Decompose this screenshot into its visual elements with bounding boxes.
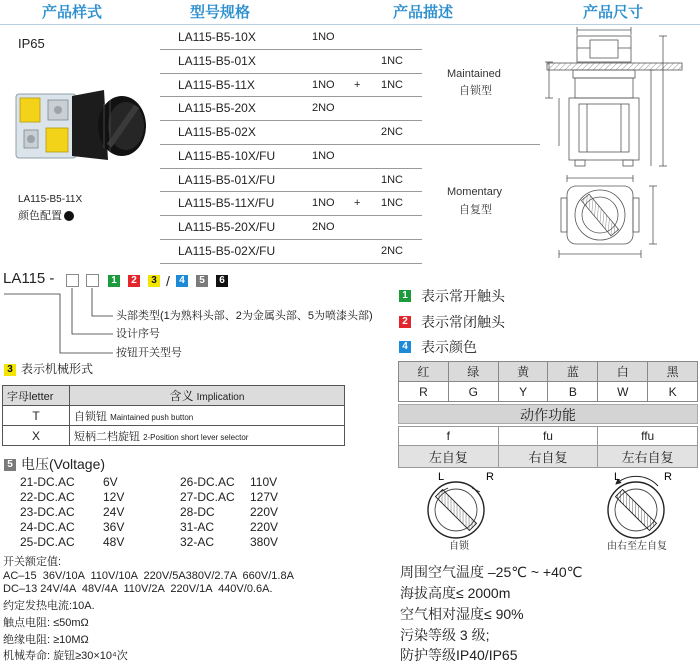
color-code: K — [648, 382, 698, 402]
desc-maintained-en: Maintained — [447, 68, 501, 80]
header-implication — [70, 386, 345, 406]
model-code: LA115-B5-01X/FU — [178, 173, 276, 187]
header-implication-cn: 含义 — [169, 389, 194, 403]
row-divider — [160, 191, 422, 192]
row-divider — [160, 263, 422, 264]
row-divider — [160, 73, 422, 74]
model-code: LA115-B5-20X/FU — [178, 220, 276, 234]
env-altitude: 海拔高度≤ 2000m — [400, 585, 511, 601]
model-code: LA115-B5-02X/FU — [178, 244, 276, 258]
row-divider — [160, 120, 422, 121]
model-code: LA115-B5-01X — [178, 54, 256, 68]
letter-cell: T — [3, 406, 70, 426]
voltage-code: 32-AC — [180, 535, 215, 549]
voltage-value: 380V — [250, 535, 279, 549]
ratings-thermal-current: 约定发热电流:10A. — [3, 600, 95, 612]
dial-momentary — [608, 471, 672, 538]
model-code: LA115-B5-11X — [178, 78, 255, 92]
implication-cell — [70, 406, 345, 426]
ip-rating: IP65 — [18, 36, 45, 51]
code-slot-6: 6 — [216, 275, 228, 287]
mechanism-number: 3 — [4, 364, 16, 376]
voltage-value: 127V — [250, 490, 279, 504]
voltage-value: 220V — [250, 520, 279, 534]
voltage-code: 22-DC.AC — [20, 490, 75, 504]
env-protection: 防护等级IP40/IP65 — [400, 647, 518, 663]
color-name: 黑 — [648, 362, 698, 382]
contact-no: 1NO — [312, 79, 335, 91]
code-slot-1: 1 — [108, 275, 120, 287]
contact-nc: 1NC — [381, 174, 404, 186]
color-name: 白 — [598, 362, 648, 382]
voltage-code: 27-DC.AC — [180, 490, 235, 504]
mechanism-table — [2, 385, 345, 446]
legend-number: 1 — [399, 290, 411, 302]
row-divider — [160, 49, 422, 50]
code-tree-lines — [0, 286, 116, 358]
model-code: LA115-B5-11X/FU — [178, 196, 275, 210]
implication-en: Maintained push button — [110, 412, 194, 422]
ratings-contact-resistance: 触点电阻: ≤50mΩ — [3, 617, 89, 629]
ratings-ac: AC–15 36V/10A 110V/10A 220V/5A380V/2.7A 660V/1.8A — [3, 570, 294, 582]
contact-plus: + — [354, 79, 361, 91]
dial-maintained — [428, 471, 494, 538]
dial-label-r: R — [664, 471, 672, 483]
voltage-title: 电压(Voltage) — [21, 456, 106, 472]
letter-cell: X — [3, 426, 70, 446]
contact-no: 2NO — [312, 221, 335, 233]
color-code: W — [598, 382, 648, 402]
group-divider — [160, 144, 540, 145]
voltage-value: 36V — [103, 520, 125, 534]
model-code: LA115-B5-20X — [178, 101, 256, 115]
action-code: f — [399, 427, 499, 446]
desc-momentary-en: Momentary — [447, 186, 503, 198]
dial-caption-maintained: 自锁 — [449, 541, 469, 552]
action-title: 动作功能 — [398, 404, 698, 424]
env-temperature: 周围空气温度 –25℃ ~ +40℃ — [400, 564, 583, 580]
ratings-insulation: 绝缘电阻: ≥10MΩ — [3, 634, 89, 646]
product-photo — [12, 86, 152, 168]
contact-nc: 1NC — [381, 197, 404, 209]
contact-plus: + — [354, 197, 361, 209]
dimension-drawing — [535, 26, 700, 261]
implication-cn: 自锁钮 — [74, 410, 107, 423]
header-product-size: 产品尺寸 — [583, 4, 644, 21]
dial-label-l: L — [614, 471, 621, 483]
env-pollution: 污染等级 3 级; — [400, 627, 490, 643]
voltage-code: 23-DC.AC — [20, 505, 75, 519]
ratings-dc: DC–13 24V/4A 48V/4A 110V/2A 220V/1A 440V/0.6A. — [3, 583, 273, 595]
env-humidity: 空气相对湿度≤ 90% — [400, 606, 524, 622]
color-name: 蓝 — [548, 362, 598, 382]
voltage-value: 6V — [103, 475, 118, 489]
legend-switch-model: 按钮开关型号 — [116, 347, 182, 359]
legend-label-nc: 表示常闭触头 — [421, 314, 505, 330]
color-config-label: 颜色配置 — [18, 210, 62, 222]
header-product-desc: 产品描述 — [393, 4, 454, 21]
color-name: 黄 — [498, 362, 548, 382]
ratings-title: 开关额定值: — [3, 556, 62, 568]
voltage-code: 31-AC — [180, 520, 215, 534]
code-slot-5: 5 — [196, 275, 208, 287]
header-product-style: 产品样式 — [42, 4, 103, 21]
color-code: G — [448, 382, 498, 402]
legend-design-serial: 设计序号 — [116, 328, 160, 340]
desc-momentary-cn: 自复型 — [459, 204, 492, 216]
contact-no: 1NO — [312, 197, 335, 209]
model-code: LA115-B5-10X — [178, 30, 256, 44]
color-name: 红 — [399, 362, 449, 382]
action-desc: 右自复 — [498, 446, 598, 468]
voltage-value: 24V — [103, 505, 125, 519]
action-table — [398, 426, 698, 468]
code-slot-4: 4 — [176, 275, 188, 287]
product-caption: LA115-B5-11X — [18, 194, 83, 205]
action-desc: 左右自复 — [598, 446, 698, 468]
mechanism-label: 表示机械形式 — [21, 362, 94, 376]
voltage-code: 25-DC.AC — [20, 535, 75, 549]
voltage-code: 21-DC.AC — [20, 475, 75, 489]
dial-caption-momentary: 由右至左自复 — [607, 541, 667, 552]
implication-en: 2-Position short lever selector — [143, 432, 249, 442]
dial-label-l: L — [438, 471, 445, 483]
implication-cell — [70, 426, 345, 446]
code-slot-3: 3 — [148, 275, 160, 287]
row-divider — [160, 168, 422, 169]
dial-label-r: R — [486, 471, 494, 483]
action-desc: 左自复 — [399, 446, 499, 468]
model-code: LA115-B5-02X — [178, 125, 256, 139]
code-prefix: LA115 - — [3, 270, 55, 287]
contact-nc: 1NC — [381, 55, 404, 67]
legend-number: 4 — [399, 341, 411, 353]
header-divider — [0, 24, 700, 25]
voltage-value: 110V — [250, 475, 278, 489]
header-implication-en: Implication — [196, 392, 245, 403]
color-code: R — [399, 382, 449, 402]
desc-maintained-cn: 自锁型 — [459, 85, 492, 97]
implication-cn: 短柄二档旋钮 — [74, 430, 140, 443]
header-model-spec: 型号规格 — [190, 4, 251, 21]
voltage-value: 220V — [250, 505, 279, 519]
row-divider — [160, 239, 422, 240]
color-code-table — [398, 361, 698, 402]
code-slash: / — [166, 273, 170, 289]
contact-no: 2NO — [312, 102, 335, 114]
header-letter: 字母letter — [3, 386, 70, 406]
model-code: LA115-B5-10X/FU — [178, 149, 276, 163]
selector-dials — [410, 468, 700, 542]
action-code: fu — [498, 427, 598, 446]
contact-no: 1NO — [312, 31, 335, 43]
voltage-value: 12V — [103, 490, 125, 504]
voltage-code: 26-DC.AC — [180, 475, 235, 489]
legend-label-color: 表示颜色 — [421, 339, 477, 355]
legend-label-no: 表示常开触头 — [421, 288, 505, 304]
legend-number: 2 — [399, 316, 411, 328]
contact-nc: 1NC — [381, 79, 404, 91]
ratings-mechanical-life: 机械寿命: 旋钮≥30×10⁴次 — [3, 650, 128, 662]
color-code: Y — [498, 382, 548, 402]
contact-nc: 2NC — [381, 245, 404, 257]
contact-nc: 2NC — [381, 126, 404, 138]
row-divider — [160, 96, 422, 97]
row-divider — [160, 215, 422, 216]
voltage-value: 48V — [103, 535, 125, 549]
contact-no: 1NO — [312, 150, 335, 162]
color-code: B — [548, 382, 598, 402]
voltage-number: 5 — [4, 459, 16, 471]
color-dot — [64, 211, 74, 221]
legend-head-type: 头部类型(1为熟料头部、2为金属头部、5为喷漆头部) — [116, 310, 373, 322]
code-slot-2: 2 — [128, 275, 140, 287]
voltage-code: 24-DC.AC — [20, 520, 75, 534]
action-code: ffu — [598, 427, 698, 446]
voltage-code: 28-DC — [180, 505, 215, 519]
color-name: 绿 — [448, 362, 498, 382]
